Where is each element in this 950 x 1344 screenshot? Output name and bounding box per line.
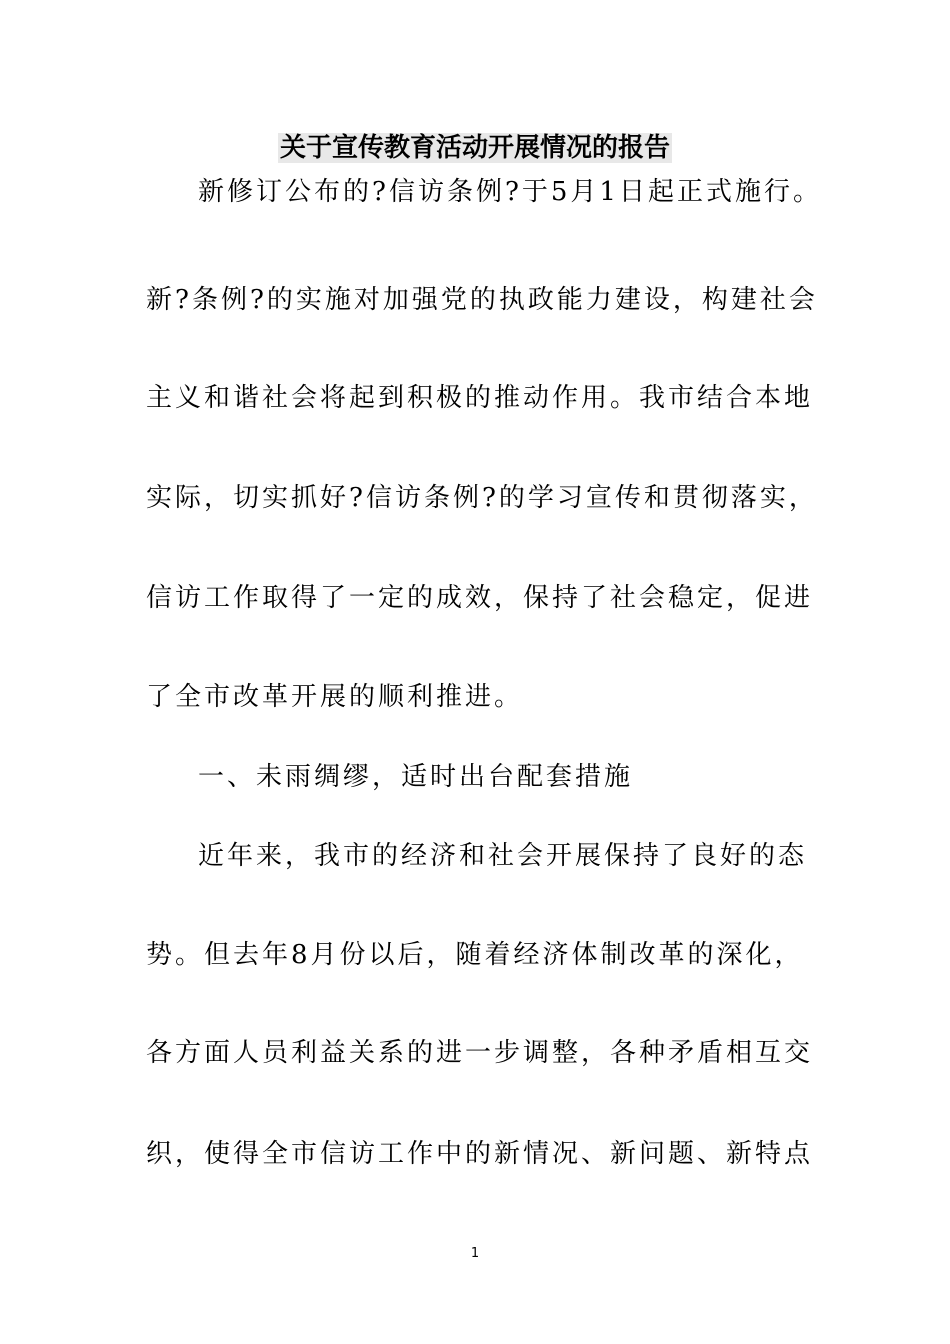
body-line: 新?条例?的实施对加强党的执政能力建设，构建社会 bbox=[146, 285, 818, 315]
body-line: 势。但去年8月份以后，随着经济体制改革的深化， bbox=[146, 940, 804, 970]
page-number: 1 bbox=[470, 1246, 480, 1261]
body-line: 了全市改革开展的顺利推进。 bbox=[146, 682, 524, 712]
document-title-text: 关于宣传教育活动开展情况的报告 bbox=[279, 133, 670, 163]
body-line: 实际，切实抓好?信访条例?的学习宣传和贯彻落实， bbox=[146, 483, 818, 513]
body-line: 主义和谐社会将起到积极的推动作用。我市结合本地 bbox=[146, 383, 814, 413]
body-line: 新修订公布的?信访条例?于5月1日起正式施行。 bbox=[198, 177, 822, 207]
body-line: 各方面人员利益关系的进一步调整，各种矛盾相互交 bbox=[146, 1038, 814, 1068]
body-line: 信访工作取得了一定的成效，保持了社会稳定，促进 bbox=[146, 583, 814, 613]
section-heading: 一、未雨绸缪，适时出台配套措施 bbox=[198, 762, 634, 792]
body-line: 近年来，我市的经济和社会开展保持了良好的态 bbox=[198, 841, 808, 871]
body-line: 织，使得全市信访工作中的新情况、新问题、新特点 bbox=[146, 1139, 814, 1169]
document-title bbox=[0, 128, 950, 168]
